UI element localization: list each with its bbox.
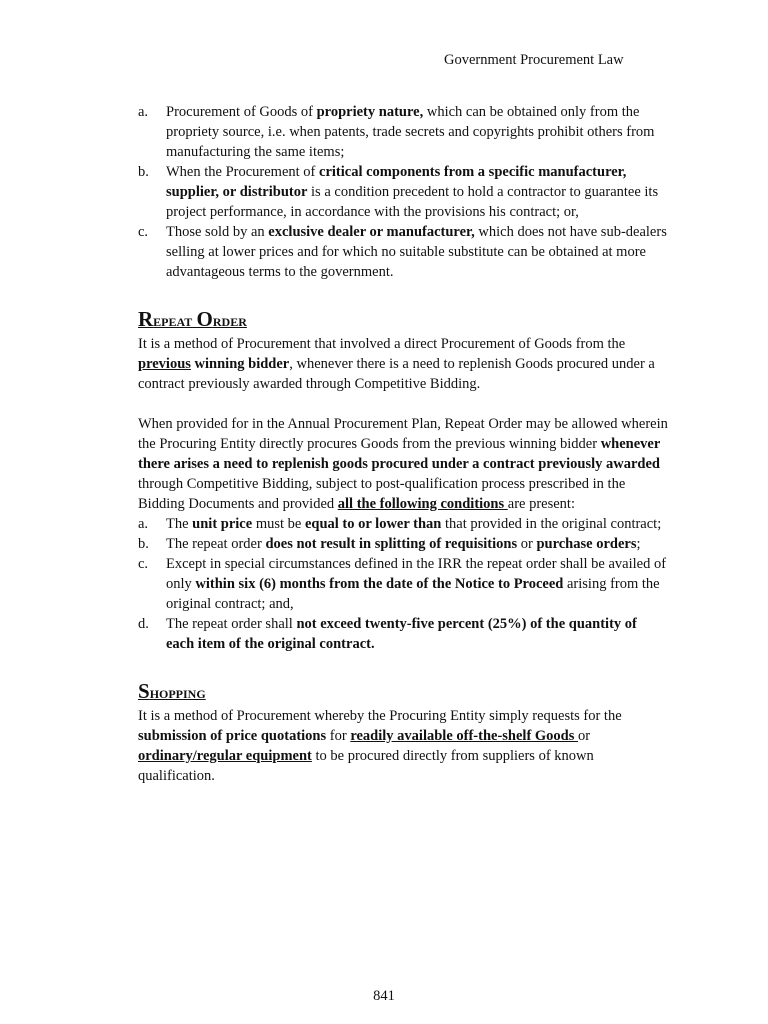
list-item-text: Procurement of Goods of propriety nature, which can be obtained only from the propriety source, i.e. when patents, trade secrets and copyrights prohibit others from manufacturing the same items; [166,104,655,160]
page-content [138,102,668,786]
list-item [138,614,668,654]
running-header: Government Procurement Law [444,52,624,68]
repeat-order-conditions-intro: When provided for in the Annual Procurement Plan, Repeat Order may be allowed wherein the Procuring Entity directly procures Goods from the previous winning bidder whenever there arises a need to replenish goods procured under a contract previously awarded through Competitive Bidding, subject to post-qualification process prescribed in the Bidding Documents and provided all the following conditions are present: [138,416,668,512]
list-item [138,514,668,534]
list-item-text: The repeat order shall not exceed twenty-five percent (25%) of the quantity of each item of the original contract. [166,616,637,652]
conditions-list [138,514,668,654]
list-marker: b. [138,536,149,552]
list-item-text: Those sold by an exclusive dealer or manufacturer, which does not have sub-dealers selling at lower prices and for which no suitable substitute can be obtained at more advantageous terms to the government. [166,224,667,280]
list-marker: c. [138,556,149,572]
page-number: 841 [373,988,395,1004]
list-item-text: The repeat order does not result in splitting of requisitions or purchase orders; [166,536,641,552]
shopping-definition: It is a method of Procurement whereby the Procuring Entity simply requests for the submission of price quotations for readily available off-the-shelf Goods or ordinary/regular equipment to be procured directly from suppliers of known qualification. [138,708,622,784]
list-marker: b. [138,164,149,180]
list-item [138,534,668,554]
list-marker: a. [138,516,149,532]
list-item-text: The unit price must be equal to or lower than that provided in the original contract; [166,516,662,532]
list-marker: a. [138,104,149,120]
list-item [138,554,668,614]
list-item [138,162,668,222]
list-item-text: Except in special circumstances defined in the IRR the repeat order shall be availed of only within six (6) months from the date of the Notice to Proceed arising from the original contract; and, [166,556,667,612]
list-item-text: When the Procurement of critical components from a specific manufacturer, supplier, or distributor is a condition precedent to hold a contractor to guarantee its project performance, in accordance with the provisions his contract; or, [166,164,659,220]
section-heading-repeat-order: Repeat Order [138,307,247,331]
list-item [138,222,668,282]
section-heading-shopping: Shopping [138,679,206,703]
list-marker: c. [138,224,149,240]
repeat-order-definition: It is a method of Procurement that involved a direct Procurement of Goods from the previous winning bidder, whenever there is a need to replenish Goods procured under a contract previously awarded through Competitive Bidding. [138,336,655,392]
list-marker: d. [138,616,149,632]
exception-list [138,102,668,282]
list-item [138,102,668,162]
